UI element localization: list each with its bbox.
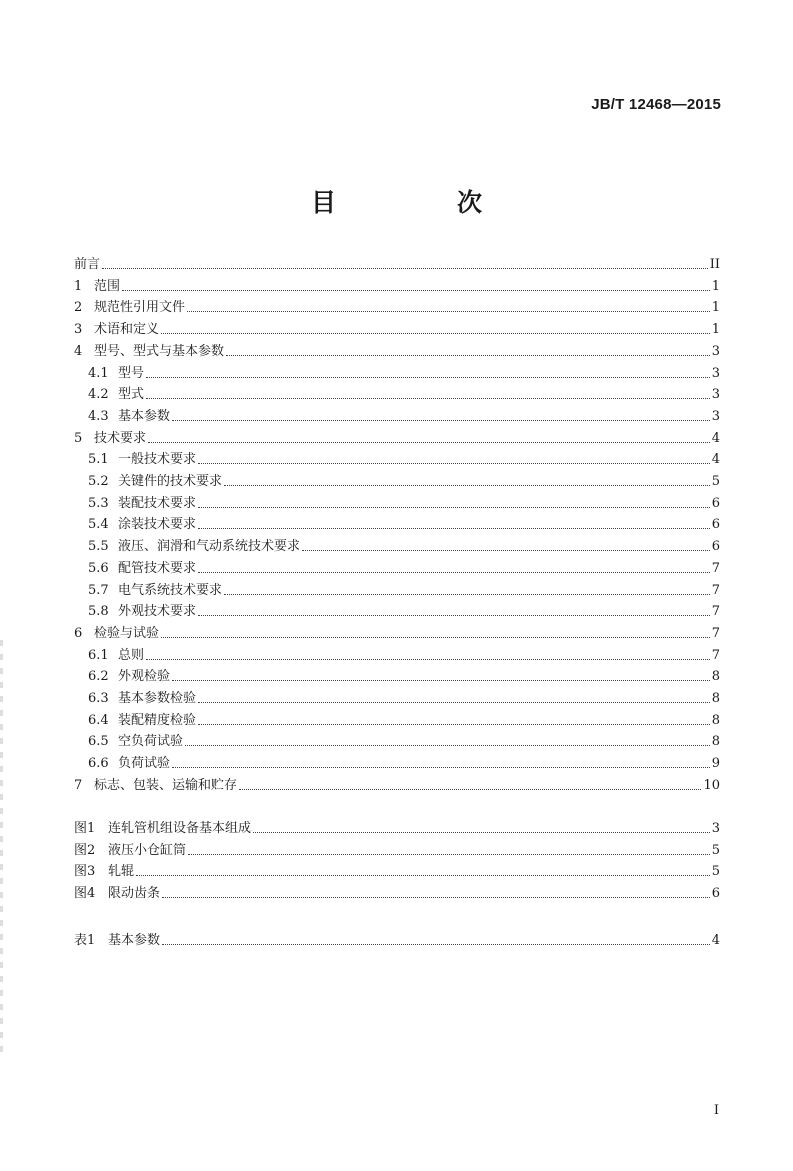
toc-entry-title: 外观检验 xyxy=(118,669,171,684)
dot-leader xyxy=(161,637,710,638)
toc-entry-page: 7 xyxy=(711,561,720,576)
toc-entry-number: 4.2 xyxy=(88,387,109,402)
toc-entry-number: 图3 xyxy=(74,864,96,879)
toc-entry[interactable] xyxy=(74,777,720,795)
toc-entry-title: 限动齿条 xyxy=(108,886,161,901)
dot-leader xyxy=(162,897,710,898)
dot-leader xyxy=(198,702,710,703)
toc-entry-title: 液压、润滑和气动系统技术要求 xyxy=(118,539,301,554)
toc-entry-page: 5 xyxy=(711,843,720,858)
toc-entry-page: 4 xyxy=(711,452,720,467)
toc-entry-title: 一般技术要求 xyxy=(118,452,197,467)
toc-entry-number: 5.8 xyxy=(88,604,109,619)
toc-entry-page: 1 xyxy=(711,300,720,315)
toc-entry[interactable] xyxy=(88,647,720,665)
dot-leader xyxy=(198,507,710,508)
dot-leader xyxy=(172,680,710,681)
toc-entry-number: 1 xyxy=(74,279,83,294)
toc-entry-title: 标志、包装、运输和贮存 xyxy=(94,778,238,793)
toc-entry-title: 总则 xyxy=(118,648,145,663)
toc-entry-title: 前言 xyxy=(74,257,101,272)
toc-entry[interactable] xyxy=(88,473,720,491)
dot-leader xyxy=(162,944,710,945)
toc-entry-page: 3 xyxy=(711,387,720,402)
toc-entry-page: 4 xyxy=(711,933,720,948)
dot-leader xyxy=(224,594,710,595)
binding-edge-marks xyxy=(0,640,3,1060)
dot-leader xyxy=(185,745,710,746)
toc-entry-page: 10 xyxy=(703,778,720,793)
toc-entry-title: 关键件的技术要求 xyxy=(118,474,223,489)
toc-entry-page: 7 xyxy=(711,604,720,619)
toc-entry-page: 3 xyxy=(711,344,720,359)
toc-entry-number: 图4 xyxy=(74,886,96,901)
dot-leader xyxy=(188,854,710,855)
toc-entry-number: 4 xyxy=(74,344,83,359)
toc-entry-page: 1 xyxy=(711,279,720,294)
toc-entry-number: 5 xyxy=(74,431,83,446)
toc-entry[interactable] xyxy=(74,299,720,317)
toc-entry[interactable] xyxy=(74,932,720,950)
toc-entry-title: 技术要求 xyxy=(94,431,147,446)
toc-entry-number: 5.5 xyxy=(88,539,109,554)
dot-leader xyxy=(161,333,710,334)
toc-entry[interactable] xyxy=(88,733,720,751)
toc-entry-title: 电气系统技术要求 xyxy=(118,583,223,598)
dot-leader xyxy=(198,572,710,573)
toc-entry-page: 6 xyxy=(711,517,720,532)
toc-entry[interactable] xyxy=(74,321,720,339)
toc-entry[interactable] xyxy=(74,256,720,274)
toc-entry-page: 8 xyxy=(711,691,720,706)
toc-entry[interactable] xyxy=(88,365,720,383)
toc-entry-number: 5.6 xyxy=(88,561,109,576)
toc-entry-number: 4.3 xyxy=(88,409,109,424)
toc-entry-title: 涂装技术要求 xyxy=(118,517,197,532)
toc-entry-title: 范围 xyxy=(94,279,121,294)
toc-entry-page: 7 xyxy=(711,648,720,663)
toc-entry-title: 基本参数 xyxy=(118,409,171,424)
toc-entry-page: 7 xyxy=(711,583,720,598)
toc-entry[interactable] xyxy=(88,668,720,686)
toc-entry-title: 型号、型式与基本参数 xyxy=(94,344,225,359)
toc-entry-title: 检验与试验 xyxy=(94,626,160,641)
toc-entry-page: II xyxy=(709,257,720,272)
toc-entry[interactable] xyxy=(88,755,720,773)
toc-entry-title: 负荷试验 xyxy=(118,756,171,771)
toc-entry[interactable] xyxy=(88,603,720,621)
toc-entry[interactable] xyxy=(88,538,720,556)
toc-entry-page: 3 xyxy=(711,821,720,836)
toc-entry[interactable] xyxy=(74,842,720,860)
toc-entry-number: 5.3 xyxy=(88,496,109,511)
toc-entry-number: 6.2 xyxy=(88,669,109,684)
toc-entry-page: 4 xyxy=(711,431,720,446)
toc-entry-number: 表1 xyxy=(74,933,96,948)
toc-entry-title: 基本参数 xyxy=(108,933,161,948)
toc-entry[interactable] xyxy=(74,625,720,643)
toc-entry-title: 型号 xyxy=(118,366,145,381)
toc-entry-number: 图2 xyxy=(74,843,96,858)
toc-entry[interactable] xyxy=(74,343,720,361)
toc-entry-page: 5 xyxy=(711,864,720,879)
toc-entry[interactable] xyxy=(88,386,720,404)
toc-entry-title: 装配技术要求 xyxy=(118,496,197,511)
dot-leader xyxy=(198,724,710,725)
toc-entry[interactable] xyxy=(88,690,720,708)
toc-entry-number: 6.5 xyxy=(88,734,109,749)
toc-entry-title: 配管技术要求 xyxy=(118,561,197,576)
toc-entry-page: 5 xyxy=(711,474,720,489)
toc-entry-number: 5.7 xyxy=(88,583,109,598)
toc-entry-title: 轧辊 xyxy=(108,864,135,879)
toc-entry[interactable] xyxy=(74,278,720,296)
toc-entry-number: 6.6 xyxy=(88,756,109,771)
toc-entry-number: 5.2 xyxy=(88,474,109,489)
dot-leader xyxy=(198,528,710,529)
dot-leader xyxy=(302,550,710,551)
toc-entry-number: 6.3 xyxy=(88,691,109,706)
toc-entry-page: 6 xyxy=(711,539,720,554)
toc-entry[interactable] xyxy=(74,430,720,448)
toc-entry-page: 8 xyxy=(711,734,720,749)
toc-entry-title: 空负荷试验 xyxy=(118,734,184,749)
toc-entry-number: 2 xyxy=(74,300,83,315)
toc-entry-number: 3 xyxy=(74,322,83,337)
toc-entry-page: 8 xyxy=(711,669,720,684)
dot-leader xyxy=(146,398,710,399)
toc-entry-page: 6 xyxy=(711,886,720,901)
toc-entry-page: 3 xyxy=(711,409,720,424)
toc-entry[interactable] xyxy=(88,408,720,426)
toc-entry-number: 7 xyxy=(74,778,83,793)
toc-entry-title: 术语和定义 xyxy=(94,322,160,337)
toc-entry-title: 规范性引用文件 xyxy=(94,300,186,315)
toc-entry-number: 6.1 xyxy=(88,648,109,663)
toc-entry[interactable] xyxy=(88,560,720,578)
dot-leader xyxy=(122,290,710,291)
dot-leader xyxy=(187,311,710,312)
toc-entry-number: 图1 xyxy=(74,821,96,836)
toc-entry[interactable] xyxy=(88,451,720,469)
toc-entry-page: 8 xyxy=(711,713,720,728)
toc-entry[interactable] xyxy=(74,863,720,881)
toc-entry-page: 9 xyxy=(711,756,720,771)
toc-entry-title: 液压小仓缸筒 xyxy=(108,843,187,858)
dot-leader xyxy=(224,485,710,486)
dot-leader xyxy=(198,463,710,464)
toc-entry-number: 4.1 xyxy=(88,366,109,381)
toc-entry[interactable] xyxy=(88,495,720,513)
dot-leader xyxy=(146,659,710,660)
dot-leader xyxy=(253,832,710,833)
toc-entry[interactable] xyxy=(74,885,720,903)
toc-entry-number: 6 xyxy=(74,626,83,641)
page-title: 目 次 xyxy=(310,188,530,217)
document-code: JB/T 12468—2015 xyxy=(591,96,721,113)
toc-entry-title: 型式 xyxy=(118,387,145,402)
dot-leader xyxy=(146,377,710,378)
toc-entry-page: 3 xyxy=(711,366,720,381)
dot-leader xyxy=(172,767,710,768)
toc-entry-page: 1 xyxy=(711,322,720,337)
dot-leader xyxy=(148,442,710,443)
toc-entry-number: 6.4 xyxy=(88,713,109,728)
dot-leader xyxy=(172,420,710,421)
dot-leader xyxy=(239,789,701,790)
toc-entry[interactable] xyxy=(88,582,720,600)
dot-leader xyxy=(226,355,710,356)
page-number: I xyxy=(713,1103,719,1118)
toc-entry-number: 5.1 xyxy=(88,452,109,467)
toc-entry[interactable] xyxy=(88,712,720,730)
dot-leader xyxy=(198,615,710,616)
toc-entry-number: 5.4 xyxy=(88,517,109,532)
toc-entry-title: 装配精度检验 xyxy=(118,713,197,728)
toc-entry-title: 外观技术要求 xyxy=(118,604,197,619)
toc-entry-page: 6 xyxy=(711,496,720,511)
toc-entry-page: 7 xyxy=(711,626,720,641)
toc-entry-title: 基本参数检验 xyxy=(118,691,197,706)
toc-entry[interactable] xyxy=(74,820,720,838)
dot-leader xyxy=(136,875,710,876)
toc-entry[interactable] xyxy=(88,516,720,534)
toc-entry-title: 连轧管机组设备基本组成 xyxy=(108,821,252,836)
dot-leader xyxy=(102,268,708,269)
